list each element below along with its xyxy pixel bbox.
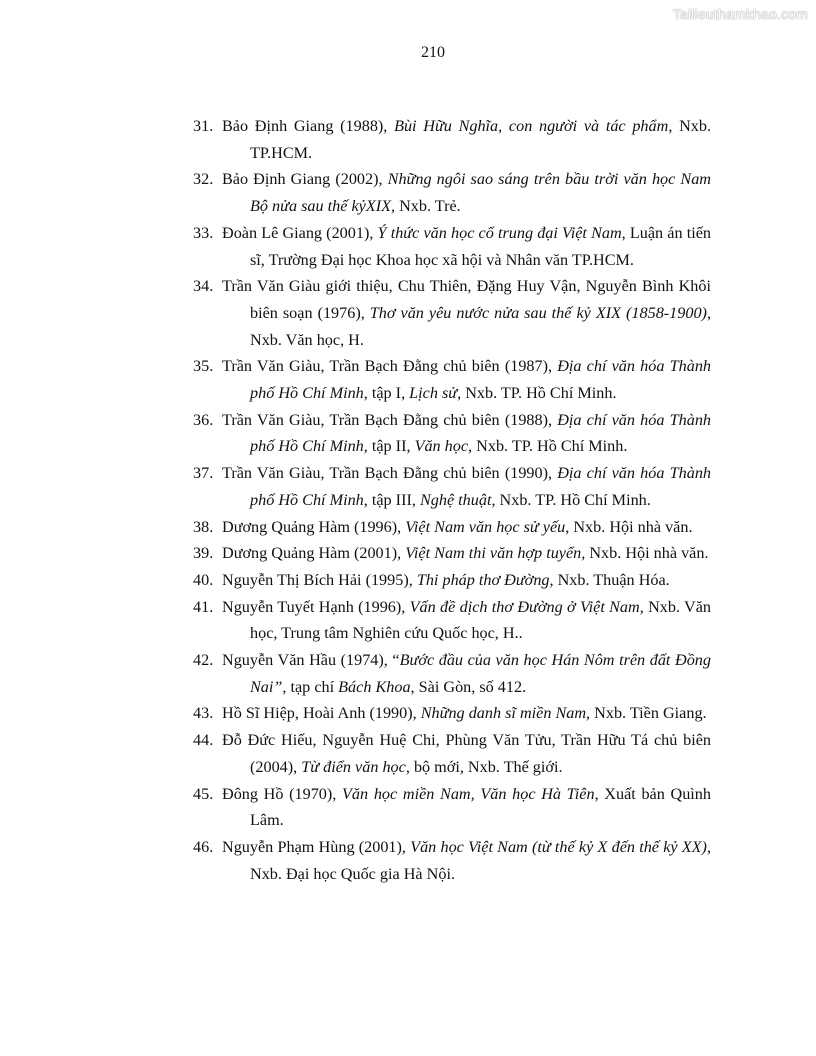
watermark: Tailieuthamkhao.com — [672, 6, 808, 22]
reference-item — [193, 353, 711, 406]
reference-title: Việt Nam văn học sử yếu — [405, 517, 566, 536]
reference-text: Nxb. Văn học, Trung tâm Nghiên cứu Quốc học, H.. — [250, 597, 711, 643]
reference-title: Địa chí văn hóa Thành phố Hồ Chí Minh — [250, 464, 712, 509]
reference-number: 39. — [193, 544, 214, 563]
reference-item — [193, 567, 711, 594]
reference-number: 40. — [193, 570, 214, 589]
reference-text: Dương Quảng Hàm (2001), — [222, 544, 406, 563]
reference-text: , tập I, — [363, 384, 410, 403]
reference-title: Những ngôi sao sáng trên bầu trời văn học Nam Bộ nửa sau thế kỷXIX, — [250, 170, 711, 216]
reference-text: , Nxb. TP. Hồ Chí Minh. — [468, 437, 628, 456]
reference-item — [193, 727, 711, 780]
reference-title: Lịch sử — [409, 384, 458, 403]
reference-title: Địa chí văn hóa Thành phố Hồ Chí Minh — [250, 410, 712, 456]
reference-number: 41. — [193, 597, 214, 616]
reference-number: 31. — [193, 117, 214, 135]
reference-text: Bảo Định Giang (2002), — [222, 170, 388, 189]
reference-text: Bảo Định Giang (1988), — [222, 117, 395, 135]
reference-text: , Nxb. Đại học Quốc gia Hà Nội. — [250, 837, 711, 883]
reference-title: Bùi Hữu Nghĩa, con người và tác phẩm — [394, 117, 669, 135]
reference-title: Việt Nam thi văn hợp tuyển, — [405, 544, 586, 563]
reference-number: 36. — [193, 410, 214, 429]
reference-title: Nghệ thuật — [419, 490, 492, 509]
reference-list — [193, 113, 711, 887]
reference-title: Văn học miền Nam, Văn học Hà Tiên — [342, 784, 595, 803]
reference-item — [193, 647, 711, 700]
reference-number: 43. — [193, 704, 214, 723]
reference-item — [193, 540, 711, 567]
reference-number: 38. — [193, 517, 214, 536]
reference-title: Từ điển văn học — [301, 757, 406, 776]
reference-text: Dương Quảng Hàm (1996), — [222, 517, 406, 536]
reference-item — [193, 273, 711, 353]
reference-text: Nxb. Trẻ. — [395, 197, 461, 216]
reference-text: , Nxb. Hội nhà văn. — [565, 517, 693, 536]
reference-number: 37. — [193, 464, 214, 483]
reference-text: Nguyễn Văn Hầu (1974), “ — [222, 651, 400, 670]
reference-text: , Nxb. TP. Hồ Chí Minh. — [491, 490, 651, 509]
reference-text: , Nxb. TP.HCM. — [250, 117, 711, 162]
reference-text: Nguyễn Phạm Hùng (2001), — [222, 837, 411, 856]
reference-item — [193, 166, 711, 219]
reference-text: , tạp chí — [282, 677, 339, 696]
reference-number: 42. — [193, 651, 214, 670]
reference-item — [193, 113, 711, 166]
page-number: 210 — [421, 44, 445, 61]
reference-title: Địa chí văn hóa Thành phố Hồ Chí Minh — [250, 357, 712, 403]
reference-item — [193, 834, 711, 887]
reference-title: Thơ văn yêu nước nửa sau thế kỷ XIX (1858-1900) — [369, 303, 707, 322]
reference-item — [193, 700, 711, 727]
reference-number: 45. — [193, 784, 214, 803]
reference-text: Trần Văn Giàu, Trần Bạch Đằng chủ biên (1987), — [222, 357, 558, 376]
reference-number: 34. — [193, 277, 214, 296]
reference-text: Nguyễn Thị Bích Hải (1995), — [222, 570, 417, 589]
reference-text: Nxb. Tiền Giang. — [590, 704, 707, 723]
reference-text: , Xuất bản Quình Lâm. — [250, 784, 711, 830]
reference-title: Văn học — [414, 437, 469, 456]
reference-title: Bách Khoa — [338, 677, 411, 696]
reference-text: , bộ mới, Nxb. Thế giới. — [405, 757, 563, 776]
reference-item — [193, 514, 711, 541]
reference-text: Trần Văn Giàu, Trần Bạch Đằng chủ biên (1988), — [222, 410, 558, 429]
reference-item — [193, 781, 711, 834]
reference-number: 35. — [193, 357, 214, 376]
reference-text: Đỗ Đức Hiếu, Nguyễn Huệ Chi, Phùng Văn Tửu, Trần Hữu Tá chủ biên (2004), — [222, 731, 711, 776]
reference-text: , Nxb. Văn học, H. — [250, 303, 711, 349]
reference-text: Trần Văn Giàu giới thiệu, Chu Thiên, Đặng Huy Vận, Nguyễn Bình Khôi biên soạn (1976), — [222, 277, 711, 322]
reference-text: , Nxb. TP. Hồ Chí Minh. — [457, 384, 617, 403]
reference-title: Những danh sĩ miền Nam, — [420, 704, 591, 723]
reference-title: Bước đầu của văn học Hán Nôm trên đất Đồng Nai” — [250, 651, 711, 696]
reference-text: Đông Hồ (1970), — [222, 784, 343, 803]
reference-item — [193, 460, 711, 513]
reference-text: , Nxb. Thuận Hóa. — [549, 570, 670, 589]
reference-number: 46. — [193, 837, 214, 856]
reference-title: Vấn đề dịch thơ Đường ở Việt Nam, — [409, 597, 644, 616]
reference-text: , Luận án tiến sĩ, Trường Đại học Khoa học xã hội và Nhân văn TP.HCM. — [250, 223, 712, 269]
reference-number: 33. — [193, 223, 214, 242]
reference-item — [193, 407, 711, 460]
reference-text: Đoàn Lê Giang (2001), — [222, 223, 378, 242]
reference-text: , tập III, — [363, 490, 420, 509]
reference-number: 44. — [193, 731, 214, 750]
reference-text: Trần Văn Giàu, Trần Bạch Đằng chủ biên (1990), — [222, 464, 558, 483]
reference-text: , Sài Gòn, số 412. — [410, 677, 527, 696]
reference-text: , tập II, — [363, 437, 415, 456]
reference-item — [193, 594, 711, 647]
reference-text: Nguyễn Tuyết Hạnh (1996), — [222, 597, 410, 616]
reference-text: Hồ Sĩ Hiệp, Hoài Anh (1990), — [222, 704, 421, 723]
reference-text: Nxb. Hội nhà văn. — [585, 544, 709, 563]
reference-number: 32. — [193, 170, 214, 189]
reference-item — [193, 220, 711, 273]
reference-title: Văn học Việt Nam (từ thế kỷ X đến thế kỷ XX) — [410, 837, 707, 856]
reference-title: Ý thức văn học cổ trung đại Việt Nam — [377, 223, 622, 242]
reference-title: Thi pháp thơ Đường — [416, 570, 550, 589]
